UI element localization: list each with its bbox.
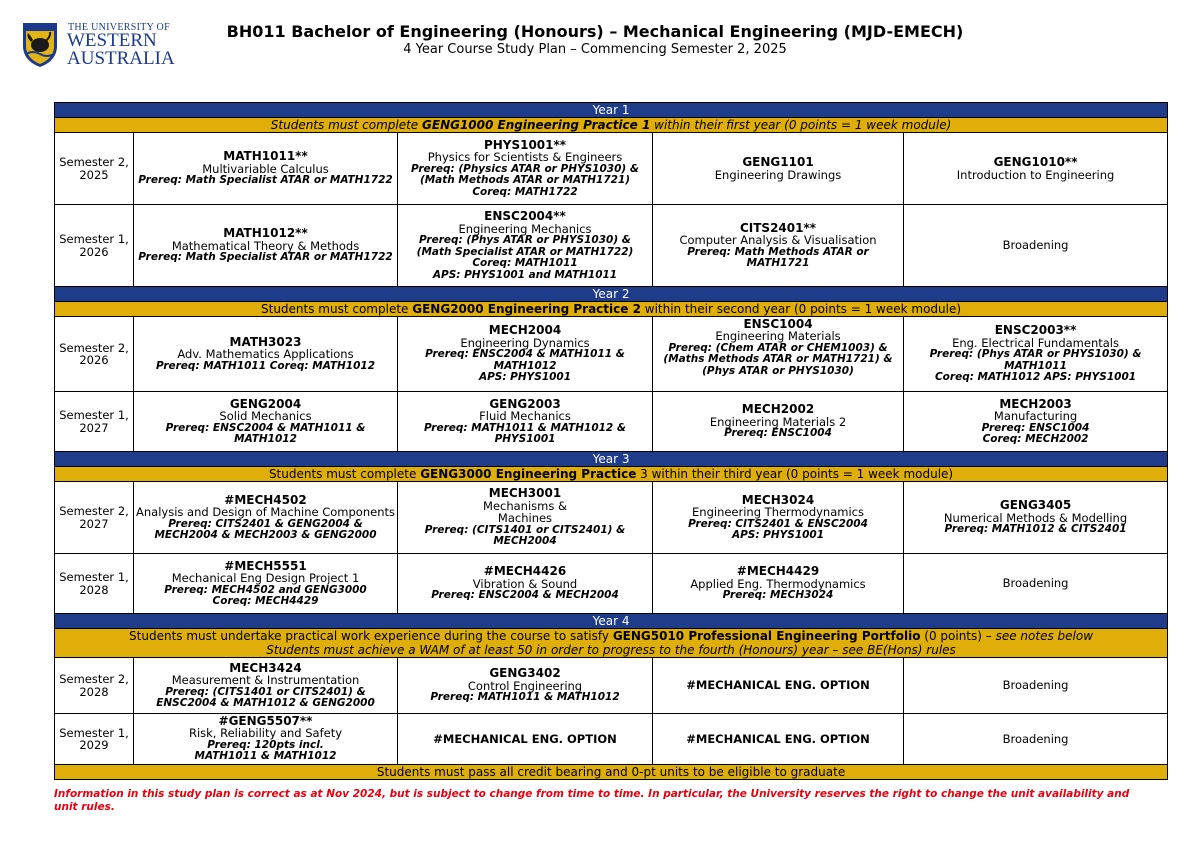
unit-code: MATH1011** (223, 149, 308, 164)
page-subtitle: 4 Year Course Study Plan – Commencing Semester 2, 2025 (403, 42, 787, 57)
unit-name: Mathematical Theory & Methods (171, 238, 360, 253)
unit-code: #GENG5507** (218, 714, 313, 728)
unit-code: ENSC1004 (743, 317, 813, 331)
semester-label: Semester 1, 2027 (55, 392, 134, 452)
unit-code: MECH3024 (741, 492, 815, 507)
semester-row (55, 554, 1168, 614)
band-note: see notes below (995, 629, 1094, 643)
unit-code: ENSC2004** (484, 209, 566, 223)
unit-prereq: Prereq: Math Specialist ATAR or MATH1722 (138, 174, 393, 187)
unit-cell (134, 205, 398, 287)
semester-label: Semester 2, 2026 (55, 317, 134, 392)
semester-row (55, 392, 1168, 452)
unit-prereq: Prereq: Math Specialist ATAR or MATH1722 (138, 251, 393, 264)
unit-prereq: Prereq: CITS2401 & GENG2004 & MECH2004 & MECH2003 & GENG2000 (154, 517, 377, 541)
unit-prereq: Prereq: MECH4502 and GENG3000 (164, 583, 367, 596)
band-text: (0 points) – (920, 629, 996, 643)
broadening-cell: Broadening (904, 205, 1168, 287)
unit-prereq: Prereq: ENSC2004 & MECH2004 (431, 589, 619, 602)
unit-coreq: Coreq: MECH2002 (982, 433, 1089, 445)
unit-prereq: Prereq: ENSC2004 & MATH1011 & MATH1012 (425, 348, 625, 372)
option-cell: #MECHANICAL ENG. OPTION (398, 714, 653, 765)
unit-code: #MECH4502 (224, 492, 307, 507)
unit-name: Risk, Reliability and Safety (188, 726, 343, 740)
logo-text-line3: AUSTRALIA (67, 48, 175, 69)
unit-code: GENG3402 (489, 666, 561, 681)
requirement-band (55, 118, 1168, 133)
unit-name: Multivariable Calculus (202, 161, 329, 176)
band-text: Students must achieve a WAM of at least 50 in order to progress to the fourth (Honours) year – see BE(Hons) rules (55, 644, 1168, 658)
unit-name: Engineering Drawings (714, 167, 842, 182)
unit-prereq: Prereq: MATH1011 Coreq: MATH1012 (155, 359, 376, 372)
unit-name: Eng. Electrical Fundamentals (952, 335, 1119, 350)
unit-cell (653, 554, 904, 614)
unit-cell (398, 205, 653, 287)
band-unit: GENG5010 Professional Engineering Portfolio (612, 629, 921, 643)
unit-aps: APS: PHYS1001 and MATH1011 (432, 268, 618, 281)
unit-code: MATH1012** (223, 226, 308, 241)
logo-text-line1: THE UNIVERSITY OF (68, 22, 170, 33)
unit-name: Engineering Materials (715, 329, 841, 343)
unit-cell-clip (655, 318, 901, 391)
university-logo (20, 20, 175, 70)
semester-label: Semester 2, 2025 (55, 133, 134, 205)
unit-name: Engineering Materials 2 (709, 414, 847, 429)
band-unit: GENG3000 Engineering Practice (420, 466, 637, 481)
unit-code: MECH3424 (229, 660, 302, 675)
unit-name: Mechanisms & Machines (483, 498, 567, 526)
unit-cell (398, 133, 653, 205)
unit-cell (653, 317, 904, 392)
unit-cell (398, 317, 653, 392)
unit-cell (134, 317, 398, 392)
unit-cell (134, 392, 398, 452)
unit-code: GENG2003 (489, 396, 561, 411)
unit-coreq: Coreq: MECH4429 (212, 595, 319, 607)
unit-code: MECH2004 (488, 323, 562, 338)
unit-code: #MECH4429 (736, 564, 820, 579)
unit-name: Computer Analysis & Visualisation (679, 233, 877, 247)
university-crest-icon (20, 20, 60, 68)
unit-name: Solid Mechanics (219, 409, 312, 423)
unit-prereq: Prereq: CITS2401 & ENSC2004 (688, 517, 868, 530)
unit-prereq: Prereq: (CITS1401 or CITS2401) & MECH2004 (424, 523, 626, 548)
semester-label: Semester 2, 2027 (55, 482, 134, 554)
band-unit: GENG2000 Engineering Practice 2 (412, 301, 641, 316)
unit-cell (904, 133, 1168, 205)
disclaimer-notice: Information in this study plan is correct as at Nov 2024, but is subject to change from time to time. In particular, the University reserves the right to change the unit availability and unit rules. (54, 788, 1130, 813)
unit-cell (398, 392, 653, 452)
unit-cell (398, 658, 653, 714)
unit-prereq: Prereq: MATH1011 & MATH1012 (430, 691, 620, 704)
unit-prereq: Prereq: (Chem ATAR or CHEM1003) & (Maths Methods ATAR or MATH1721) & (Phys ATAR or PHYS1030) (663, 341, 893, 377)
broadening-cell: Broadening (904, 554, 1168, 614)
unit-name: Control Engineering (467, 678, 583, 693)
unit-prereq: Prereq: ENSC1004 (981, 421, 1090, 434)
unit-coreq: Coreq: MATH1011 (472, 257, 578, 269)
option-cell: #MECHANICAL ENG. OPTION (653, 658, 904, 714)
year-label: Year 2 (55, 287, 1168, 302)
unit-name: Engineering Dynamics (460, 335, 590, 350)
unit-name: Physics for Scientists & Engineers (427, 150, 623, 165)
unit-code: ENSC2003** (994, 323, 1077, 338)
unit-name: Engineering Thermodynamics (692, 505, 864, 519)
band-text: within their second year (0 points = 1 week module) (640, 301, 962, 316)
semester-label: Semester 1, 2026 (55, 205, 134, 287)
semester-row (55, 205, 1168, 287)
unit-cell (134, 133, 398, 205)
semester-row (55, 317, 1168, 392)
unit-aps: APS: PHYS1001 (731, 529, 825, 541)
graduation-band (55, 765, 1168, 780)
broadening-cell: Broadening (904, 658, 1168, 714)
unit-cell (653, 205, 904, 287)
unit-name: Vibration & Sound (472, 576, 578, 591)
unit-name: Mechanical Eng Design Project 1 (171, 571, 360, 585)
band-unit: GENG1000 Engineering Practice 1 (422, 117, 651, 132)
study-plan-table (54, 102, 1168, 780)
band-text: Students must undertake practical work experience during the course to satisfy (129, 629, 613, 643)
unit-code: MECH2003 (999, 396, 1072, 411)
unit-code: GENG2004 (229, 396, 302, 411)
unit-code: MATH3023 (229, 334, 302, 349)
unit-name: Fluid Mechanics (479, 409, 571, 423)
unit-prereq: Prereq: (Phys ATAR or PHYS1030) & MATH1011 (929, 348, 1142, 372)
unit-cell (134, 714, 398, 765)
year-header-row (55, 614, 1168, 629)
unit-coreq: Coreq: MATH1722 (472, 185, 578, 198)
year-label: Year 4 (55, 614, 1168, 629)
band-text: Students must complete (268, 466, 421, 481)
unit-cell (904, 392, 1168, 452)
unit-name: Measurement & Instrumentation (171, 673, 360, 687)
unit-name: Analysis and Design of Machine Components (136, 505, 395, 519)
unit-aps: APS: PHYS1001 (478, 371, 572, 384)
requirement-band (55, 644, 1168, 658)
semester-label: Semester 2, 2028 (55, 658, 134, 714)
unit-prereq: Prereq: MATH1011 & MATH1012 & PHYS1001 (423, 421, 627, 445)
year-header-row (55, 287, 1168, 302)
unit-code: MECH3001 (488, 486, 562, 501)
unit-cell (653, 392, 904, 452)
broadening-cell: Broadening (904, 714, 1168, 765)
semester-row (55, 714, 1168, 765)
unit-name: Manufacturing (993, 409, 1078, 423)
unit-name: Engineering Mechanics (458, 221, 592, 236)
unit-cell (398, 554, 653, 614)
band-text: Students must pass all credit bearing and 0-pt units to be eligible to graduate (55, 765, 1168, 780)
unit-code: GENG1101 (742, 155, 814, 169)
unit-code: GENG1010** (993, 155, 1078, 169)
year-label: Year 3 (55, 452, 1168, 467)
requirement-band (55, 629, 1168, 645)
semester-row (55, 133, 1168, 205)
unit-code: #MECH4426 (483, 564, 567, 579)
unit-code: CITS2401** (739, 220, 817, 235)
unit-prereq: Prereq: ENSC1004 (724, 427, 832, 440)
unit-prereq: Prereq: MATH1012 & CITS2401 (944, 523, 1127, 536)
year-label: Year 1 (55, 103, 1168, 118)
logo-text-line2: WESTERN (67, 30, 157, 51)
year-header-row (55, 103, 1168, 118)
unit-cell (134, 482, 398, 554)
unit-name: Applied Eng. Thermodynamics (690, 576, 866, 591)
unit-prereq: Prereq: (CITS1401 or CITS2401) & ENSC2004 & MATH1012 & GENG2000 (156, 685, 375, 709)
unit-cell (904, 482, 1168, 554)
band-text: Students must complete (270, 117, 423, 132)
unit-cell (904, 317, 1168, 392)
unit-cell (653, 133, 904, 205)
semester-label: Semester 1, 2028 (55, 554, 134, 614)
requirement-band (55, 302, 1168, 317)
semester-row (55, 482, 1168, 554)
unit-cell (398, 482, 653, 554)
page-title: BH011 Bachelor of Engineering (Honours) – Mechanical Engineering (MJD-EMECH) (226, 22, 964, 41)
year-header-row (55, 452, 1168, 467)
unit-prereq: Prereq: (Physics ATAR or PHYS1030) & (Math Methods ATAR or MATH1721) (410, 162, 639, 187)
unit-cell (653, 482, 904, 554)
band-text: Students must complete (261, 301, 413, 316)
unit-name: Adv. Mathematics Applications (177, 347, 354, 362)
unit-cell-clip (136, 715, 395, 764)
unit-name: Introduction to Engineering (956, 167, 1115, 182)
unit-code: MECH2002 (741, 402, 815, 417)
unit-cell (134, 658, 398, 714)
unit-prereq: Prereq: Math Methods ATAR or MATH1721 (687, 245, 869, 269)
unit-code: #MECH5551 (224, 558, 307, 573)
unit-cell (134, 554, 398, 614)
unit-prereq: Prereq: (Phys ATAR or PHYS1030) & (Math Specialist ATAR or MATH1722) (416, 234, 634, 258)
unit-code: PHYS1001** (483, 137, 567, 152)
unit-name: Numerical Methods & Modelling (943, 510, 1128, 525)
unit-prereq: Prereq: ENSC2004 & MATH1011 & MATH1012 (165, 421, 366, 445)
unit-prereq: Prereq: MECH3024 (722, 589, 834, 602)
unit-code: GENG3405 (999, 498, 1072, 513)
semester-row (55, 658, 1168, 714)
requirement-band (55, 467, 1168, 482)
unit-prereq: Prereq: 120pts incl. MATH1011 & MATH1012 (194, 738, 337, 762)
band-text: within their first year (0 points = 1 week module) (650, 117, 952, 132)
unit-coreq: Coreq: MATH1012 APS: PHYS1001 (934, 371, 1137, 384)
band-text: 3 within their third year (0 points = 1 week module) (636, 466, 954, 481)
option-cell: #MECHANICAL ENG. OPTION (653, 714, 904, 765)
semester-label: Semester 1, 2029 (55, 714, 134, 765)
